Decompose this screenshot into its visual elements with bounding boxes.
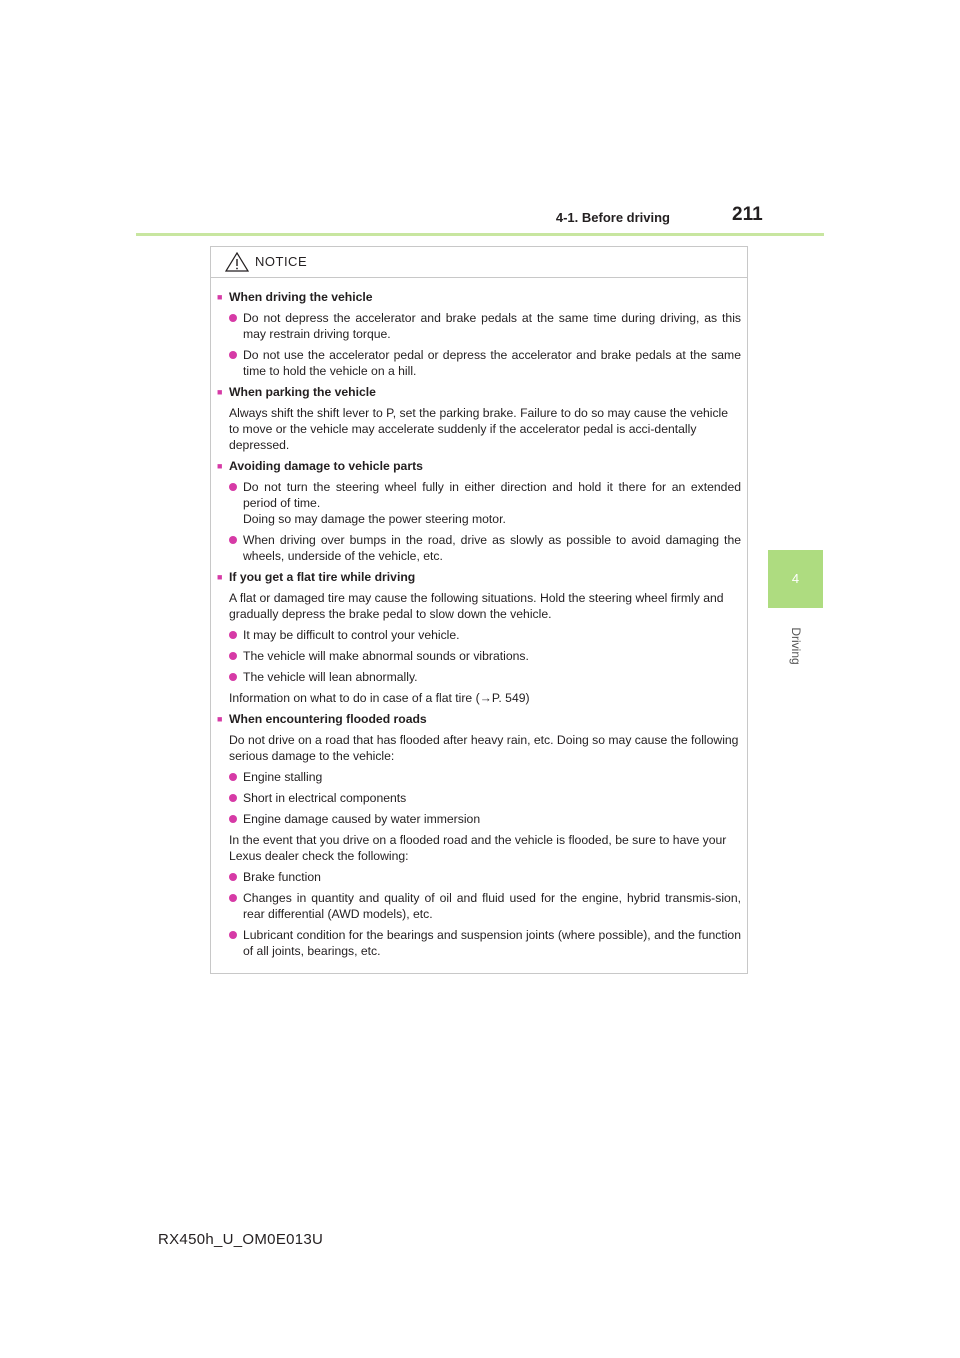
bullet-dot-icon — [229, 631, 237, 639]
bullet-item — [217, 927, 741, 959]
paragraph: Information on what to do in case of a flat tire (→P. 549) — [229, 691, 530, 705]
bullet-item — [217, 627, 741, 643]
header-section-title: 4-1. Before driving — [555, 210, 670, 225]
paragraph: In the event that you drive on a flooded road and the vehicle is flooded, be sure to have your Lexus dealer check the following: — [229, 833, 727, 863]
bullet-item — [217, 310, 741, 342]
bullet-item — [217, 532, 741, 564]
bullet-item — [217, 669, 741, 685]
bullet-text: The vehicle will lean abnormally. — [243, 670, 418, 684]
warning-triangle-icon — [225, 252, 249, 272]
bullet-text: Do not depress the accelerator and brake pedals at the same time during driving, as this may restrain driving torque. — [243, 311, 741, 341]
bullet-text: Engine stalling — [243, 770, 323, 784]
bullet-item — [217, 769, 741, 785]
bullet-dot-icon — [229, 815, 237, 823]
bullet-text: Short in electrical components — [243, 791, 407, 805]
bullet-text: Changes in quantity and quality of oil and fluid used for the engine, hybrid transmis-sion, rear differential (AWD models), etc. — [243, 891, 741, 921]
bullet-text: It may be difficult to control your vehicle. — [243, 628, 460, 642]
section-heading: ■ When parking the vehicle — [217, 384, 741, 400]
page-number: 211 — [732, 204, 763, 225]
bullet-item — [217, 790, 741, 806]
bullet-item — [217, 648, 741, 664]
notice-body — [217, 289, 741, 964]
bullet-item — [217, 479, 741, 527]
paragraph: A flat or damaged tire may cause the following situations. Hold the steering wheel firmly and gradually depress the brake pedal to slow down the vehicle. — [229, 591, 724, 621]
bullet-dot-icon — [229, 931, 237, 939]
bullet-text: Brake function — [243, 870, 321, 884]
notice-header — [211, 247, 747, 278]
bullet-text: Lubricant condition for the bearings and suspension joints (where possible), and the function of all joints, bearings, etc. — [243, 928, 741, 958]
bullet-item — [217, 347, 741, 379]
notice-title: NOTICE — [255, 254, 308, 269]
bullet-dot-icon — [229, 483, 237, 491]
chapter-tab: 4 — [768, 550, 823, 608]
bullet-text: When driving over bumps in the road, drive as slowly as possible to avoid damaging the wheels, underside of the vehicle, etc. — [243, 533, 741, 563]
paragraph: Always shift the shift lever to P, set the parking brake. Failure to do so may cause the vehicle to move or the vehicle may accelerate suddenly if the accelerator pedal is acci-dentally depressed. — [229, 406, 729, 452]
notice-box — [210, 246, 748, 974]
chapter-label-text: Driving — [788, 627, 803, 665]
section-heading: ■ When encountering flooded roads — [217, 711, 741, 727]
bullet-item — [217, 890, 741, 922]
bullet-text: The vehicle will make abnormal sounds or vibrations. — [243, 649, 529, 663]
bullet-dot-icon — [229, 794, 237, 802]
section-heading: ■ When driving the vehicle — [217, 289, 741, 305]
bullet-dot-icon — [229, 873, 237, 881]
header-divider — [136, 233, 824, 236]
bullet-text: Engine damage caused by water immersion — [243, 812, 481, 826]
footer-model-code: RX450h_U_OM0E013U — [158, 1231, 324, 1248]
section-heading: ■ If you get a flat tire while driving — [217, 569, 741, 585]
paragraph: Do not drive on a road that has flooded after heavy rain, etc. Doing so may cause the following serious damage to the vehicle: — [229, 733, 739, 763]
bullet-dot-icon — [229, 894, 237, 902]
bullet-dot-icon — [229, 673, 237, 681]
bullet-dot-icon — [229, 314, 237, 322]
bullet-text: Do not turn the steering wheel fully in either direction and hold it there for an extended period of time. Doing so may damage the power steering motor. — [243, 480, 741, 526]
bullet-text: Do not use the accelerator pedal or depress the accelerator and brake pedals at the same time to hold the vehicle on a hill. — [243, 348, 741, 378]
bullet-dot-icon — [229, 773, 237, 781]
bullet-dot-icon — [229, 652, 237, 660]
bullet-item — [217, 869, 741, 885]
bullet-dot-icon — [229, 536, 237, 544]
chapter-label — [768, 616, 823, 676]
section-heading: ■ Avoiding damage to vehicle parts — [217, 458, 741, 474]
bullet-dot-icon — [229, 351, 237, 359]
bullet-item — [217, 811, 741, 827]
